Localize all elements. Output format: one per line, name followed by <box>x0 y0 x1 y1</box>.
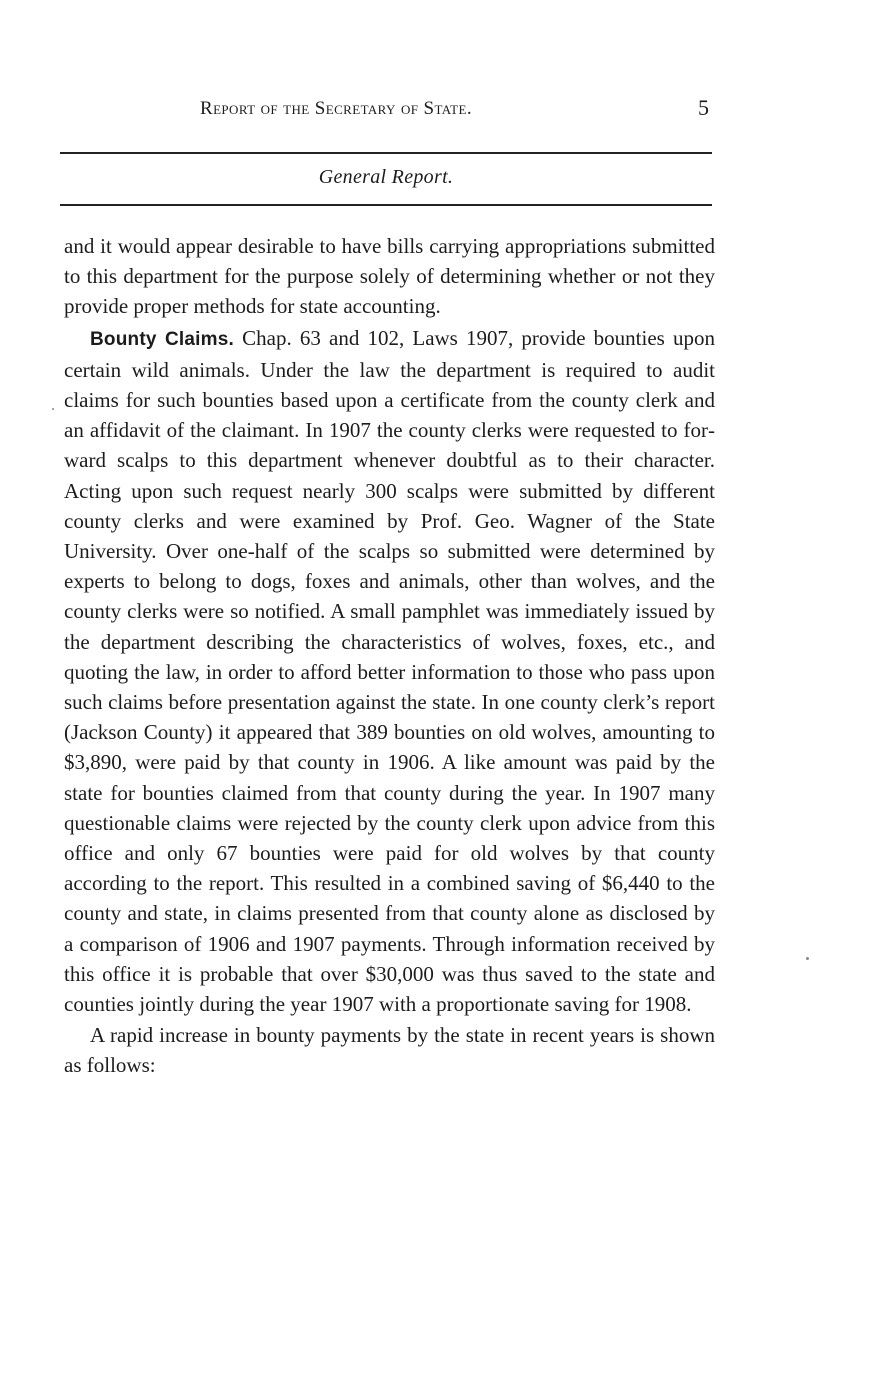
paper-speck <box>806 957 809 960</box>
page-number: 5 <box>698 95 709 120</box>
running-title: Report of the Secretary of State. <box>200 98 472 119</box>
header-rule-top <box>60 152 712 154</box>
paper-speck <box>52 408 54 410</box>
paragraph-text: Chap. 63 and 102, Laws 1907, provide bounties upon certain wild animals. Under the law the department is required to audit claims for such bounties based upon a certificate from the county clerk and an affidavit of the claimant. In 1907 the county clerks were requested to forward scalps to this department whenever doubtful as to their character. Acting upon such request nearly 300 scalps were submitted by different county clerks and were examined by Prof. Geo. Wagner of the State University. Over one-half of the scalps so submitted were determined by experts to belong to dogs, foxes and animals, other than wolves, and the county clerks were so notified. A small pamphlet was immediately issued by the department describing the characteristics of wolves, foxes, etc., and quoting the law, in order to afford better information to those who pass upon such claims before presentation against the state. In one county clerk’s report (Jackson County) it appeared that 389 bounties on old wolves, amounting to $3,890, were paid by that county in 1906. A like amount was paid by the state for bounties claimed from that county during the year. In 1907 many questionable claims were rejected by the county clerk upon advice from this office and only 67 bounties were paid for old wolves by that county according to the report. This resulted in a combined saving of $6,440 to the county and state, in claims presented from that county alone as disclosed by a comparison of 1906 and 1907 payments. Through information received by this office it is probable that over $30,000 was thus saved to the state and counties jointly during the year 1907 with a proportionate saving for 1908. <box>64 325 715 1017</box>
header-rule-bottom <box>60 204 712 206</box>
paragraph-bounty-claims <box>64 323 715 1020</box>
running-header <box>60 95 715 126</box>
paragraph-bounty-increase <box>64 1020 715 1080</box>
section-heading: General Report. <box>318 166 454 188</box>
paragraph-text: A rapid increase in bounty payments by the state in recent years is shown as follows: <box>64 1023 715 1078</box>
paragraph-text: and it would appear desirable to have bills carrying appropriations submitted to this department for the purpose solely of determining whether or not they provide proper methods for state accounting. <box>64 234 715 319</box>
body-text <box>64 231 715 1081</box>
run-in-heading: Bounty Claims. <box>90 328 234 350</box>
paragraph-continuation <box>64 231 715 322</box>
